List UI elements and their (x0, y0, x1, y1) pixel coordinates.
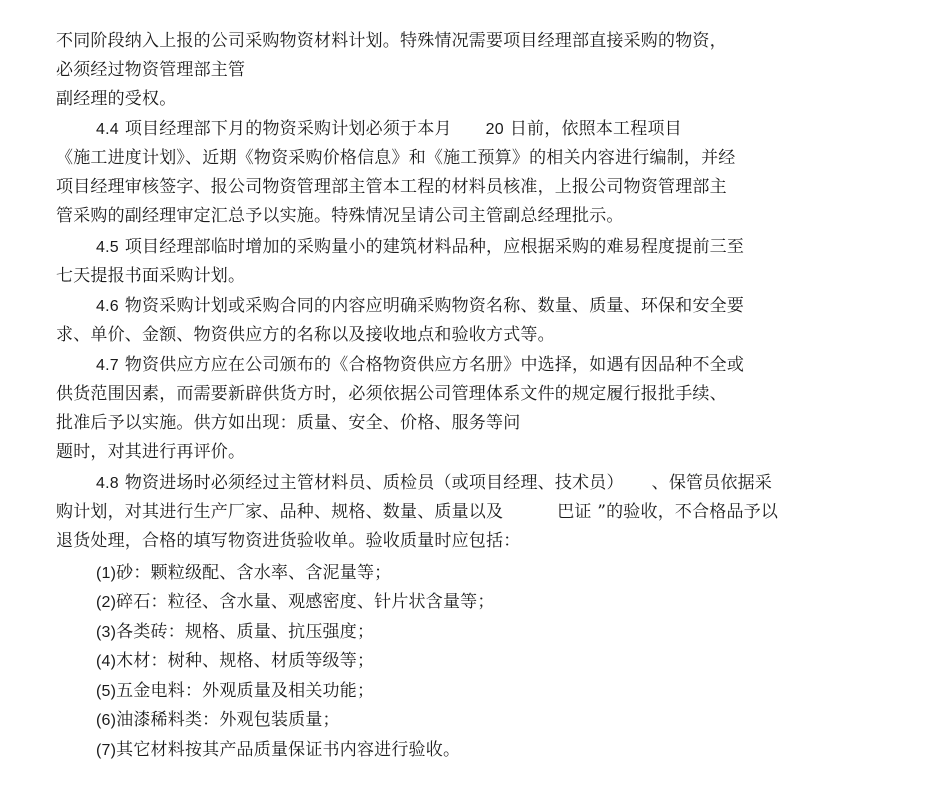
list-item (96, 680, 374, 703)
list-item (96, 739, 460, 762)
text: 日前，依照本工程项目 (509, 119, 682, 139)
text: 物资进场时必须经过主管材料员、质检员（或项目经理、技术员） (124, 473, 624, 493)
text: 项目经理部临时增加的采购量小的建筑材料品种，应根据采购的难易程度提前三至 (124, 237, 745, 257)
paragraph-line (56, 147, 736, 169)
text: 物资采购计划或采购合同的内容应明确采购物资名称、数量、质量、环保和安全要 (124, 296, 745, 316)
paragraph-line (56, 530, 520, 552)
paragraph-line (56, 176, 727, 198)
list-item (96, 562, 391, 585)
item-number: (6) (96, 712, 117, 729)
section-number: 4.8 (96, 475, 119, 492)
text: 五金电料：外观质量及相关功能； (116, 681, 375, 701)
item-number: (3) (96, 624, 117, 641)
paragraph-line (56, 30, 727, 52)
text: 不同阶段纳入上报的公司采购物资材料计划。特殊情况需要项目经理部直接采购的物资， (56, 31, 727, 51)
text: 《施工进度计划》、近期《物资采购价格信息》和《施工预算》的相关内容进行编制，并经 (56, 148, 736, 168)
paragraph-line (56, 88, 176, 110)
text: 题时，对其进行再评价。 (56, 442, 246, 462)
paragraph-line (56, 383, 727, 405)
section-4-5-line (96, 236, 744, 259)
text: 供货范围因素，而需要新辟供货方时，必须依据公司管理体系文件的规定履行报批手续、 (56, 384, 727, 404)
text: 物资供应方应在公司颁布的《合格物资供应方名册》中选择，如遇有因品种不全或 (124, 355, 745, 375)
section-number: 4.6 (96, 298, 119, 315)
item-number: (2) (96, 594, 117, 611)
section-4-6-line (96, 295, 744, 318)
list-item (96, 650, 374, 673)
item-number: (5) (96, 683, 117, 700)
paragraph-line (56, 59, 245, 81)
text: 其它材料按其产品质量保证书内容进行验收。 (116, 740, 461, 760)
text: 油漆稀料类：外观包装质量； (116, 710, 340, 730)
text: 副经理的受权。 (56, 89, 177, 109)
text: 求、单价、金额、物资供应方的名称以及接收地点和验收方式等。 (56, 325, 555, 345)
text: 七天提报书面采购计划。 (56, 266, 246, 286)
text: 购计划，对其进行生产厂家、品种、规格、数量、质量以及 (56, 502, 504, 522)
text: 批准后予以实施。供方如出现：质量、安全、价格、服务等问 (56, 413, 521, 433)
list-item (96, 709, 340, 732)
day-number: 20 (485, 121, 504, 138)
text: 木材：树种、规格、材质等级等； (116, 651, 375, 671)
text: 项目经理审核签字、报公司物资管理部主管本工程的材料员核准，上报公司物资管理部主 (56, 177, 727, 197)
paragraph-line (56, 265, 245, 287)
list-item (96, 621, 374, 644)
text: 巴证 ”的验收，不合格品予以 (557, 502, 779, 522)
text: 管采购的副经理审定汇总予以实施。特殊情况呈请公司主管副总经理批示。 (56, 206, 624, 226)
item-number: (7) (96, 742, 117, 759)
paragraph-line (56, 412, 520, 434)
section-number: 4.5 (96, 239, 119, 256)
item-number: (1) (96, 565, 117, 582)
text: 各类砖：规格、质量、抗压强度； (116, 622, 375, 642)
paragraph-line (56, 501, 778, 523)
text: 必须经过物资管理部主管 (56, 60, 246, 80)
section-number: 4.7 (96, 357, 119, 374)
text: 碎石：粒径、含水量、观感密度、针片状含量等； (116, 592, 495, 612)
paragraph-line (56, 205, 624, 227)
section-4-4-line (96, 118, 682, 141)
paragraph-line (56, 324, 555, 346)
list-item (96, 591, 495, 614)
text: 、保管员依据采 (651, 473, 773, 493)
text: 砂：颗粒级配、含水率、含泥量等； (116, 563, 392, 583)
section-4-7-line (96, 354, 744, 377)
text: 退货处理，合格的填写物资进货验收单。验收质量时应包括： (56, 531, 521, 551)
text: 项目经理部下月的物资采购计划必须于本月 (124, 119, 452, 139)
paragraph-line (56, 441, 245, 463)
section-number: 4.4 (96, 121, 119, 138)
section-4-8-line (96, 472, 772, 495)
item-number: (4) (96, 653, 117, 670)
